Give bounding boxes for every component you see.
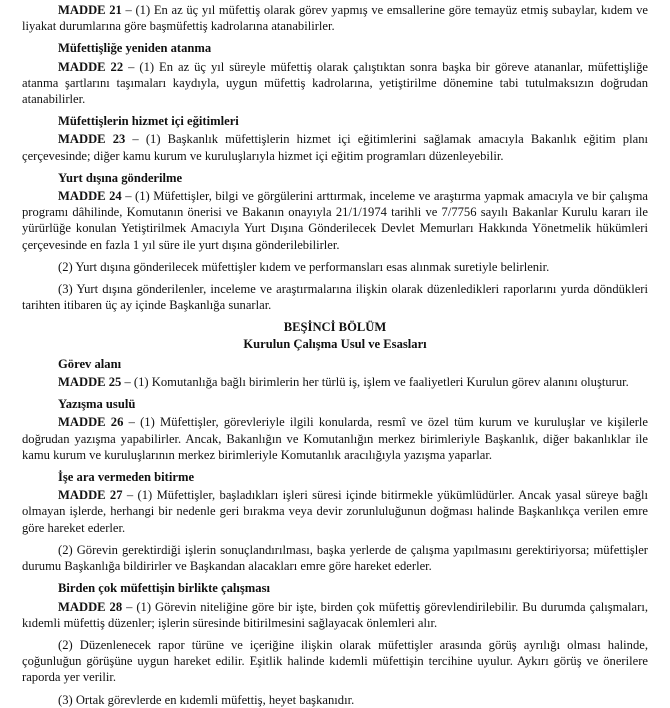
article-text: – (1) Müfettişler, başladıkları işleri süresi içinde bitirmekle yükümlüdürler. Ancak yasal süreye bağlı olmayan işlerde, herhangi bir nedenle geri bırakma veya devir zorunluluğunun doğması halinde Başkanlıkça verilen emre göre hareket ederler. — [22, 488, 648, 535]
article-paragraph — [22, 414, 648, 463]
section-subtitle: Kurulun Çalışma Usul ve Esasları — [243, 336, 427, 351]
section-title: BEŞİNCİ BÖLÜM — [283, 320, 387, 335]
article-paragraph — [22, 188, 648, 253]
article-text: – (1) Müfettişler, bilgi ve görgülerini arttırmak, inceleme ve araştırma yapmak amacıyla ve bir çalışma programı dâhilinde, Komutanın önerisi ve Bakanın onayıyla 21/1/1974 tarihli ve 7/7756 sayılı Bakanlar Kurulu kararı ile yürürlüğe konulan Yetiştirilmek Amacıyla Yurt Dışına Gönderilecek Devlet Memurları Hakkında Yönetmelik hükümleri çerçevesinde en fazla 1 yıl süre ile yurt dışına gönderilebilirler. — [22, 189, 648, 252]
article-heading: İşe ara vermeden bitirme — [58, 470, 195, 485]
article-paragraph — [22, 281, 648, 313]
article-paragraph — [22, 487, 648, 536]
article-text: – (1) Başkanlık müfettişlerin hizmet içi eğitimlerini sağlamak amacıyla Bakanlık eğitim planı çerçevesinde; diğer kamu kurum ve kuruluşlarıyla hizmet içi eğitim programları düzenleyebilir. — [22, 132, 648, 163]
article-paragraph — [22, 259, 648, 275]
article-number: MADDE 23 — [58, 132, 126, 147]
article-number: MADDE 21 — [58, 3, 122, 17]
article-paragraph — [22, 131, 648, 163]
article-paragraph — [22, 637, 648, 686]
article-text: – (1) Komutanlığa bağlı birimlerin her türlü iş, işlem ve faaliyetleri Kurulun görev alanını oluşturur. — [121, 375, 629, 390]
article-text: (2) Düzenlenecek rapor türüne ve içeriğine ilişkin olarak müfettişler arasında görüş ayrılığı olması halinde, çoğunluğun görüşüne uygun hareket edilir. Eşitlik halinde kıdemli müfettişin tercihine uyulur. Aykırı görüş ve önerilere raporda yer verilir. — [22, 637, 648, 685]
article-text: (3) Ortak görevlerde en kıdemli müfettiş, heyet başkanıdır. — [58, 692, 355, 707]
article-number: MADDE 28 — [58, 599, 123, 614]
article-heading: Görev alanı — [58, 356, 122, 371]
article-heading: Birden çok müfettişin birlikte çalışması — [58, 581, 270, 596]
article-text: (3) Yurt dışına gönderilenler, inceleme ve araştırmalarına ilişkin olarak düzenledikleri raporlarını yurda döndükleri tarihten itibaren üç ay içinde Başkanlığa sunarlar. — [22, 282, 648, 313]
article-paragraph — [22, 599, 648, 631]
article-paragraph — [22, 374, 648, 390]
article-paragraph — [22, 59, 648, 108]
article-text: – (1) Görevin niteliğine göre bir işte, birden çok müfettiş görevlendirilebilir. Bu durumda çalışmaları, kıdemli müfettiş düzenler; işlerin süresinde bitirilmesini sağlayacak önlemleri alır. — [22, 599, 648, 630]
article-heading: Yurt dışına gönderilme — [58, 170, 183, 185]
article-text: – (1) En az üç yıl süreyle müfettiş olarak çalıştıktan sonra başka bir göreve atananlar, müfettişliğe atanma şartlarını taşımaları kaydıyla, uygun müfettiş kadrolarına, yetiştirilme dönemine tabi tutulmaksızın doğrudan atanabilirler. — [22, 59, 648, 107]
article-text: – (1) En az üç yıl müfettiş olarak görev yapmış ve emsallerine göre temayüz etmiş subaylar, kıdem ve liyakat durumlarına göre başmüfettiş kadrolarına atanabilirler. — [22, 3, 648, 34]
article-heading: Yazışma usulü — [58, 397, 136, 412]
article-paragraph — [22, 542, 648, 574]
article-text: – (1) Müfettişler, görevleriyle ilgili konularda, resmî ve özel tüm kurum ve kuruluşlar ve kişilerle doğrudan yazışma yapabilirler. Ancak, Bakanlığın ve Komutanlığın merkez birimleriyle Başkanlık, diğer bakanlıklar ile kamu kurum ve kuruluşlarının merkez birimleriyle Komutanlık aracılığıyla yazışma yaparlar. — [22, 415, 648, 462]
article-paragraph — [22, 2, 648, 34]
article-paragraph — [22, 692, 648, 708]
article-heading: Müfettişliğe yeniden atanma — [58, 41, 212, 56]
article-number: MADDE 22 — [58, 59, 124, 74]
article-number: MADDE 24 — [58, 189, 122, 204]
article-heading: Müfettişlerin hizmet içi eğitimleri — [58, 114, 239, 129]
article-number: MADDE 26 — [58, 415, 124, 430]
article-number: MADDE 27 — [58, 488, 123, 503]
article-text: (2) Görevin gerektirdiği işlerin sonuçlandırılması, başka yerlerde de çalışma yapılmasını gerektiriyorsa; müfettişler durumu Başkanlığa bildirirler ve Başkandan alacakları emre göre hareket ederler. — [22, 542, 648, 574]
article-number: MADDE 25 — [58, 375, 122, 390]
article-text: (2) Yurt dışına gönderilecek müfettişler kıdem ve performansları esas alınmak suretiyle belirlenir. — [58, 259, 550, 274]
